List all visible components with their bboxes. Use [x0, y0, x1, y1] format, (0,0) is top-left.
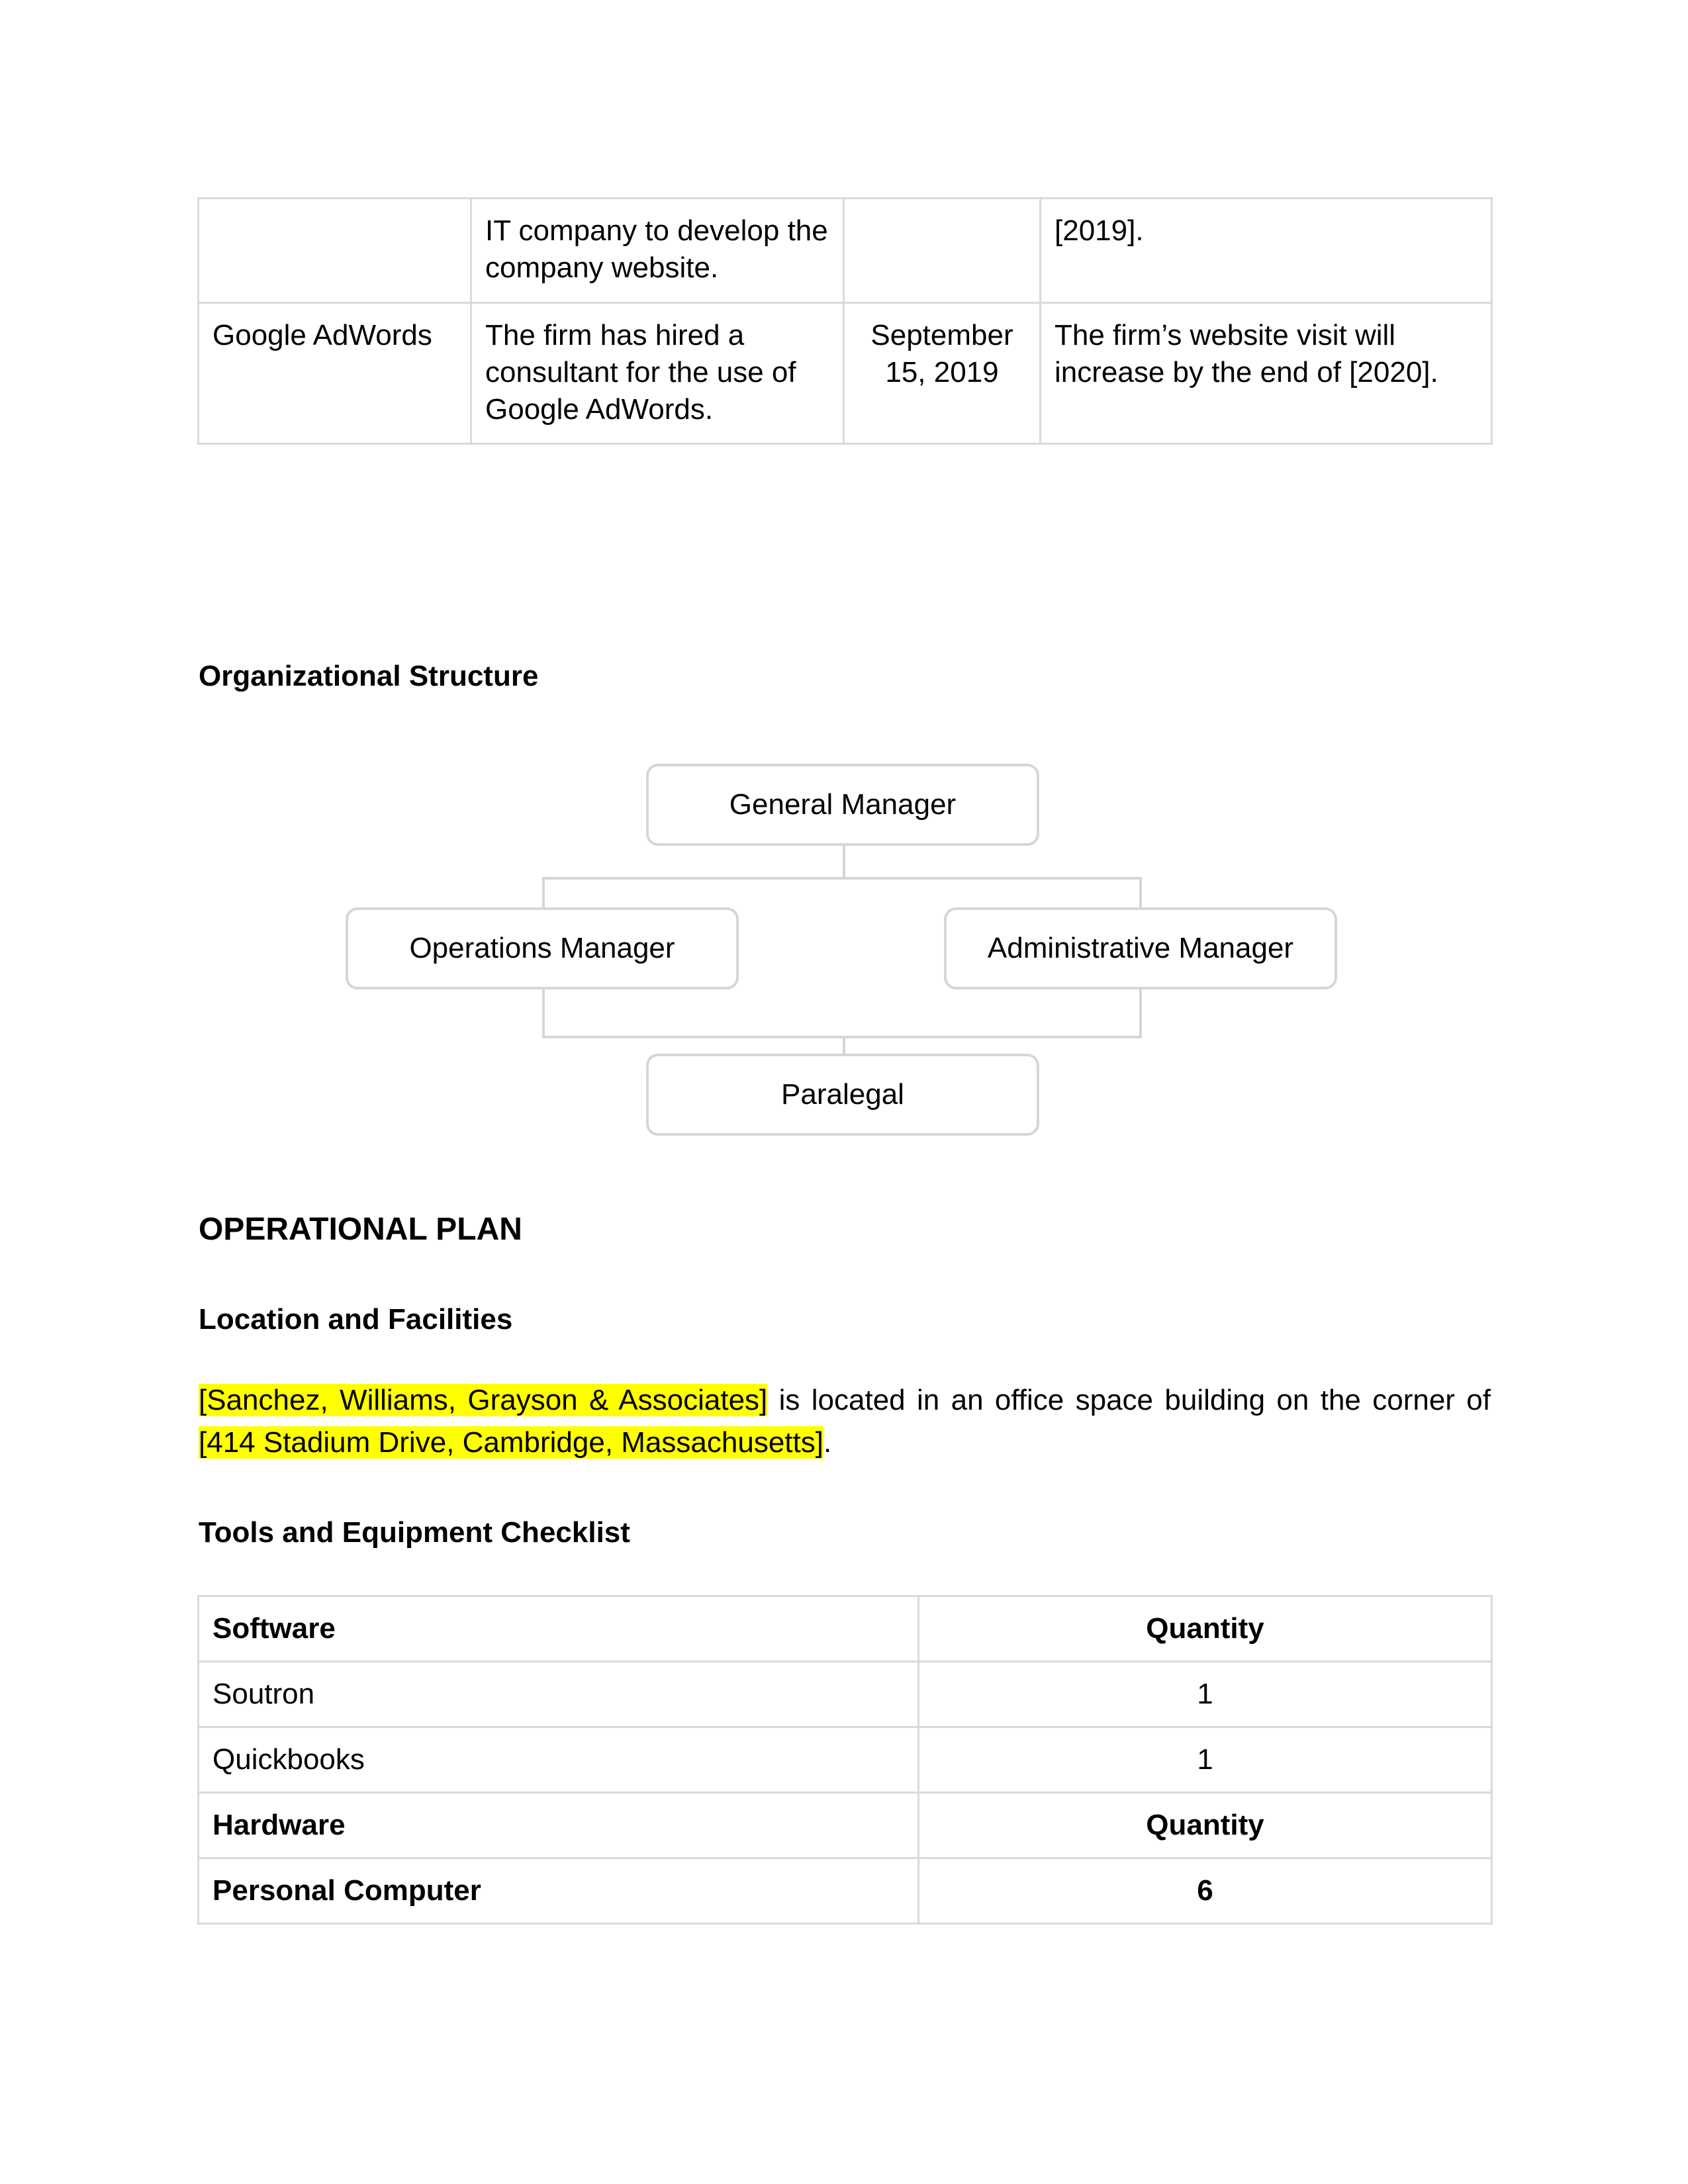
hardware-qty: 6: [919, 1858, 1492, 1924]
table-row: [199, 1793, 1492, 1858]
location-paragraph: [199, 1379, 1491, 1464]
quantity-header: Quantity: [919, 1596, 1492, 1662]
software-name: Quickbooks: [199, 1727, 919, 1793]
operations-manager-label: Operations Manager: [409, 932, 675, 964]
address-highlight: [414 Stadium Drive, Cambridge, Massachusetts]: [199, 1426, 823, 1459]
table-row: [199, 1858, 1492, 1924]
marketing-table: [197, 197, 1493, 445]
company-name-highlight: [Sanchez, Williams, Grayson & Associates]: [199, 1384, 768, 1416]
operations-manager-box: [346, 907, 739, 989]
tools-table: [197, 1595, 1493, 1925]
paralegal-label: Paralegal: [781, 1078, 904, 1111]
org-structure-heading: Organizational Structure: [199, 660, 539, 692]
hardware-name: Personal Computer: [199, 1858, 919, 1924]
hardware-header: Hardware: [199, 1793, 919, 1858]
table-cell: The firm’s website visit will increase by the end of [2020].: [1041, 303, 1492, 444]
location-text: is located in an office space building on the corner of: [767, 1384, 1491, 1416]
table-row: [199, 1727, 1492, 1793]
location-heading: Location and Facilities: [199, 1303, 513, 1336]
administrative-manager-box: [944, 907, 1337, 989]
tools-heading: Tools and Equipment Checklist: [199, 1516, 630, 1549]
table-cell: [199, 199, 471, 303]
software-qty: 1: [919, 1727, 1492, 1793]
operational-plan-heading: OPERATIONAL PLAN: [199, 1212, 522, 1247]
table-cell: The firm has hired a consultant for the use of Google AdWords.: [471, 303, 844, 444]
software-name: Soutron: [199, 1662, 919, 1727]
table-row: [199, 199, 1492, 303]
table-cell: September 15, 2019: [844, 303, 1041, 444]
table-cell: [844, 199, 1041, 303]
table-row: [199, 1596, 1492, 1662]
software-header: Software: [199, 1596, 919, 1662]
table-cell: IT company to develop the company website.: [471, 199, 844, 303]
quantity-header: Quantity: [919, 1793, 1492, 1858]
general-manager-label: General Manager: [729, 788, 957, 821]
table-cell: Google AdWords: [199, 303, 471, 444]
table-cell: [2019].: [1041, 199, 1492, 303]
administrative-manager-label: Administrative Manager: [987, 932, 1294, 964]
paralegal-box: [646, 1054, 1039, 1136]
software-qty: 1: [919, 1662, 1492, 1727]
table-row: [199, 303, 1492, 444]
general-manager-box: [646, 764, 1039, 846]
table-row: [199, 1662, 1492, 1727]
location-end: .: [823, 1426, 832, 1459]
